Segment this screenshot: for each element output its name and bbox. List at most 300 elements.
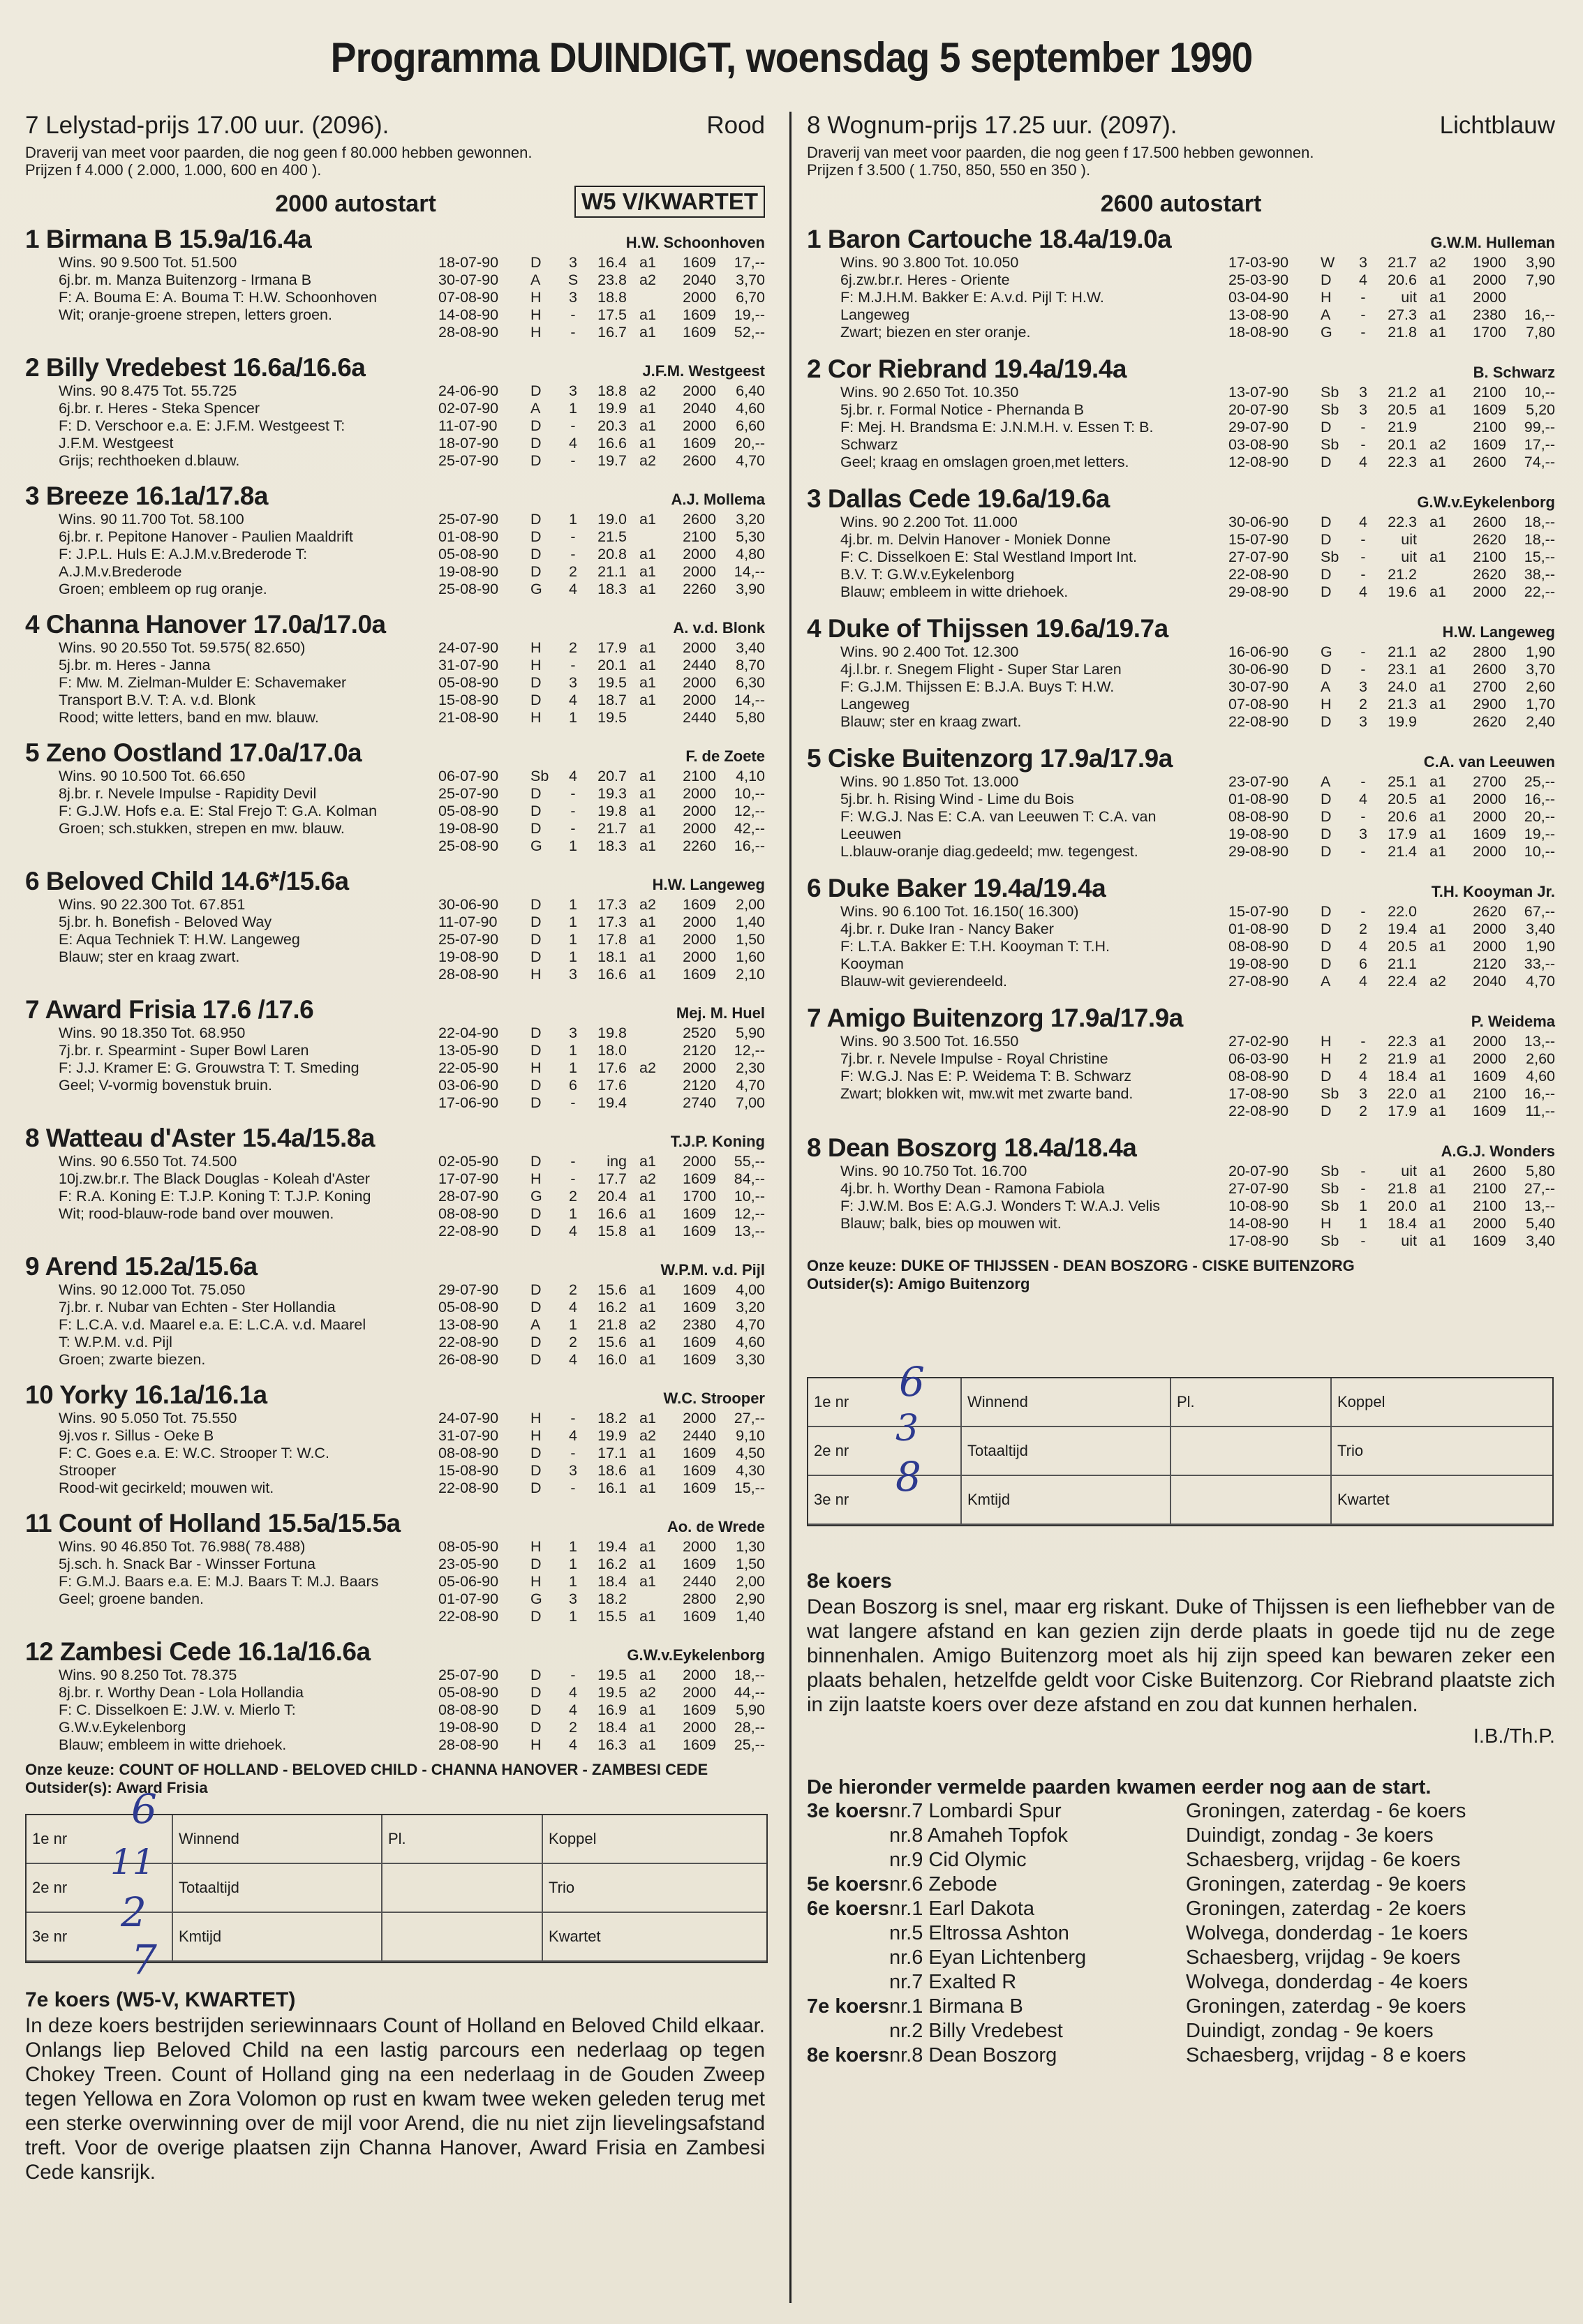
form-row: [438, 931, 765, 948]
odds: 28,--: [734, 1719, 765, 1736]
distance: 1700: [683, 1188, 716, 1205]
earlier-row: [807, 2019, 1555, 2043]
odds: 19,--: [1524, 826, 1555, 842]
horse-header: [25, 482, 765, 511]
form-row: [438, 639, 765, 657]
form-row: [438, 1608, 765, 1625]
handwritten-number: 7: [131, 1936, 157, 1983]
track: H: [530, 1736, 542, 1753]
trainer-name: J.F.M. Westgeest: [642, 362, 765, 380]
distance: 2380: [683, 1316, 716, 1333]
start-code: a1: [639, 581, 656, 597]
track: Sb: [1321, 1180, 1339, 1197]
form-row: [438, 657, 765, 674]
distance: 2800: [683, 1591, 716, 1607]
finish: -: [570, 1410, 576, 1427]
form-row: [438, 914, 765, 931]
track: Sb: [1321, 1232, 1339, 1249]
race-date: 30-07-90: [1228, 678, 1289, 695]
form-table: [438, 1153, 765, 1240]
km-time: 17.3: [597, 914, 627, 930]
track: D: [530, 785, 542, 802]
form-row: [1228, 566, 1555, 583]
form-row: [1228, 713, 1555, 731]
distance: 2700: [1473, 678, 1506, 695]
horse-header: [807, 1004, 1555, 1033]
odds: 7,80: [1526, 324, 1555, 341]
track: A: [530, 1316, 541, 1333]
distance: 2100: [683, 768, 716, 784]
horse-entry: [25, 1380, 765, 1497]
start-code: a1: [639, 254, 656, 271]
horse-info-line: 6j.zw.br.r. Heres - Oriente: [840, 271, 1010, 288]
horse-info: [807, 903, 1228, 990]
km-time: uit: [1401, 531, 1417, 548]
km-time: uit: [1401, 549, 1417, 565]
horse-entry: [25, 482, 765, 598]
race-date: 30-06-90: [438, 896, 499, 913]
odds: 18,--: [1524, 531, 1555, 548]
start-code: a1: [1429, 808, 1446, 825]
horse-info-line: Wins. 90 20.550 Tot. 59.575( 82.650): [59, 639, 306, 656]
form-row: [438, 324, 765, 341]
form-row: [438, 435, 765, 452]
horse-info: [25, 254, 438, 341]
race-date: 24-06-90: [438, 382, 499, 399]
finish: -: [1360, 566, 1366, 583]
km-time: 21.1: [597, 563, 627, 580]
odds: 27,--: [734, 1410, 765, 1427]
race-date: 08-05-90: [438, 1538, 499, 1555]
form-row: [438, 452, 765, 470]
track: D: [530, 1223, 542, 1239]
odds: 5,90: [736, 1025, 765, 1041]
start-code: a1: [639, 1153, 656, 1170]
finish: -: [1360, 289, 1366, 306]
finish: -: [1360, 643, 1366, 660]
form-row: [1228, 938, 1555, 955]
odds: 3,40: [736, 639, 765, 656]
race-description: [25, 144, 765, 179]
horse-info-line: Wins. 90 10.500 Tot. 66.650: [59, 768, 246, 784]
earlier-horse: nr.5 Eltrossa Ashton: [889, 1922, 1069, 1944]
horse-info: [25, 511, 438, 598]
start-code: a1: [639, 1480, 656, 1496]
km-time: 19.9: [1388, 713, 1417, 730]
odds: 14,--: [734, 692, 765, 708]
winnend-label: Winnend: [962, 1378, 1171, 1426]
finish: 2: [569, 1281, 577, 1298]
distance: 2000: [683, 803, 716, 819]
track: D: [1321, 791, 1332, 807]
km-time: 20.8: [597, 546, 627, 563]
form-row: [438, 563, 765, 581]
horse-header: [25, 1252, 765, 1281]
distance: 1900: [1473, 254, 1506, 271]
track: D: [530, 452, 542, 469]
handwritten-number: 6: [131, 1785, 157, 1833]
odds: 4,60: [736, 400, 765, 417]
horse-info-line: Blauw; embleem in witte driehoek.: [840, 583, 1069, 600]
odds: 4,70: [736, 1316, 765, 1333]
race-date: 25-07-90: [438, 452, 499, 469]
start-code: a1: [639, 563, 656, 580]
race-date: 14-08-90: [1228, 1215, 1289, 1232]
place-blank: [382, 1864, 543, 1912]
distance: 2000: [1473, 1050, 1506, 1067]
distance: 2600: [683, 452, 716, 469]
horse-name: 2 Billy Vredebest 16.6a/16.6a: [25, 353, 366, 382]
track: D: [530, 435, 542, 452]
start-code: a2: [639, 1684, 656, 1701]
form-row: [438, 803, 765, 820]
odds: 8,70: [736, 657, 765, 673]
race-title: 7 Lelystad-prijs 17.00 uur. (2096).: [25, 112, 389, 139]
odds: 12,--: [734, 803, 765, 819]
track: D: [530, 1445, 542, 1461]
race-date: 19-08-90: [438, 1719, 499, 1736]
km-time: 21.8: [1388, 324, 1417, 341]
form-table: [438, 896, 765, 983]
odds: 38,--: [1524, 566, 1555, 583]
odds: 1,70: [1526, 696, 1555, 713]
form-row: [1228, 254, 1555, 271]
finish: 1: [569, 1316, 577, 1333]
race-date: 25-08-90: [438, 837, 499, 854]
track: D: [530, 1205, 542, 1222]
horse-info-line: T: W.P.M. v.d. Pijl: [59, 1334, 172, 1350]
start-code: a2: [639, 1316, 656, 1333]
finish: 3: [569, 289, 577, 306]
form-row: [1228, 1198, 1555, 1215]
earlier-horse: nr.8 Amaheh Topfok: [889, 1824, 1068, 1847]
track: D: [530, 1077, 542, 1094]
race-date: 15-08-90: [438, 692, 499, 708]
horse-info-line: 5j.br. r. Formal Notice - Phernanda B: [840, 401, 1084, 418]
odds: 20,--: [1524, 808, 1555, 825]
odds: 19,--: [734, 306, 765, 323]
horse-entry: [807, 355, 1555, 471]
distance: 2120: [683, 1077, 716, 1094]
row-label: 2e nr: [808, 1427, 962, 1475]
earlier-race: [807, 1824, 889, 1848]
odds: 1,90: [1526, 938, 1555, 955]
horse-info-line: Wins. 90 2.400 Tot. 12.300: [840, 643, 1019, 660]
distance: 2000: [1473, 289, 1506, 306]
horse-info-line: F: Mw. M. Zielman-Mulder E: Schavemaker: [59, 674, 347, 691]
horse-info-line: F: J.P.L. Huls E: A.J.M.v.Brederode T:: [59, 546, 308, 563]
track: D: [530, 1701, 542, 1718]
finish: -: [570, 1445, 576, 1461]
horse-entry: [25, 610, 765, 727]
trainer-name: W.C. Strooper: [663, 1390, 765, 1407]
km-time: 18.6: [597, 1462, 627, 1479]
distance: 1609: [683, 254, 716, 271]
earlier-row: [807, 1799, 1555, 1824]
form-row: [438, 1299, 765, 1316]
km-time: 19.4: [1388, 921, 1417, 937]
horse-header: [807, 355, 1555, 384]
horse-body: [807, 773, 1555, 861]
koppel-label: Koppel: [549, 1830, 597, 1847]
horse-info-line: Blauw; ster en kraag zwart.: [840, 713, 1022, 730]
odds: 16,--: [1524, 1085, 1555, 1102]
start-code: a1: [639, 837, 656, 854]
race-date: 30-06-90: [1228, 514, 1289, 530]
horse-body: [25, 768, 765, 855]
form-row: [438, 768, 765, 785]
start-code: [627, 289, 669, 306]
form-row: [1228, 955, 1555, 973]
horse-info-line: 10j.zw.br.r. The Black Douglas - Koleah d'Aster: [59, 1170, 370, 1187]
form-row: [1228, 903, 1555, 921]
race-date: 13-05-90: [438, 1042, 499, 1059]
start-code: a1: [1429, 1163, 1446, 1179]
start-code: a1: [1429, 324, 1446, 341]
horse-entry: [807, 225, 1555, 341]
race-prizes: Prijzen f 3.500 ( 1.750, 850, 550 en 350 ).: [807, 161, 1091, 179]
form-row: [438, 1445, 765, 1462]
race-title: 8 Wognum-prijs 17.25 uur. (2097).: [807, 112, 1177, 139]
odds: 99,--: [1524, 419, 1555, 435]
start-code: a1: [639, 435, 656, 452]
horse-info: [25, 639, 438, 727]
form-row: [438, 820, 765, 837]
odds: 3,70: [1526, 661, 1555, 678]
horse-info-line: F: Mej. H. Brandsma E: J.N.M.H. v. Essen T: B.: [840, 419, 1154, 435]
start-code: a1: [639, 1573, 656, 1590]
earlier-place: Groningen, zaterdag - 2e koers: [1186, 1898, 1466, 1920]
race-date: 07-08-90: [438, 289, 499, 306]
finish: 2: [1359, 696, 1367, 713]
race-date: 05-08-90: [438, 803, 499, 819]
horse-name: 5 Ciske Buitenzorg 17.9a/17.9a: [807, 744, 1173, 773]
km-time: 19.8: [597, 803, 627, 819]
distance: 1609: [683, 1334, 716, 1350]
track: D: [530, 914, 542, 930]
form-row: [1228, 843, 1555, 861]
odds: 4,50: [736, 1445, 765, 1461]
odds: 16,--: [1524, 791, 1555, 807]
distance: 2000: [683, 931, 716, 948]
km-time: 23.1: [1388, 661, 1417, 678]
distance: 2440: [683, 1427, 716, 1444]
horse-header: [807, 614, 1555, 643]
km-time: 21.4: [1388, 843, 1417, 860]
form-row: [1228, 661, 1555, 678]
earlier-place: Groningen, zaterdag - 9e koers: [1186, 1873, 1466, 1895]
distance: 1609: [683, 324, 716, 341]
odds: 2,10: [736, 966, 765, 983]
track: H: [530, 306, 542, 323]
track: A: [1321, 678, 1331, 695]
distance: 2040: [1473, 973, 1506, 990]
finish: 1: [569, 1059, 577, 1076]
earlier-horse: nr.7 Lombardi Spur: [889, 1800, 1062, 1822]
horse-name: 7 Award Frisia 17.6 /17.6: [25, 995, 314, 1024]
horse-info-line: F: A. Bouma E: A. Bouma T: H.W. Schoonhoven: [59, 289, 378, 306]
horse-entry: [25, 1637, 765, 1754]
our-choice: [807, 1257, 1555, 1293]
form-table: [438, 1410, 765, 1497]
track: D: [530, 1480, 542, 1496]
km-time: 20.4: [597, 1188, 627, 1205]
race-commentary: [25, 1988, 765, 2184]
finish: 2: [569, 1719, 577, 1736]
start-code: [627, 1591, 669, 1608]
start-code: a2: [1429, 973, 1446, 990]
odds: 17,--: [734, 254, 765, 271]
koppel-label: Koppel: [1337, 1393, 1385, 1410]
track: D: [530, 254, 542, 271]
start-code: a1: [639, 1223, 656, 1239]
odds: 74,--: [1524, 454, 1555, 470]
race-date: 27-08-90: [1228, 973, 1289, 990]
earlier-place: Schaesberg, vrijdag - 9e koers: [1186, 1946, 1461, 1969]
earlier-place: Wolvega, donderdag - 1e koers: [1186, 1922, 1469, 1944]
start-code: a1: [639, 324, 656, 341]
track: H: [1321, 1050, 1332, 1067]
horse-list: [807, 225, 1555, 1250]
form-row: [438, 1334, 765, 1351]
km-time: 27.3: [1388, 306, 1417, 323]
km-time: 17.7: [597, 1170, 627, 1187]
horse-info-line: 7j.br. r. Nubar van Echten - Ster Hollandia: [59, 1299, 336, 1316]
form-row: [1228, 1232, 1555, 1250]
odds: 16,--: [734, 837, 765, 854]
track: D: [530, 674, 542, 691]
track: H: [530, 1573, 542, 1590]
km-time: 19.5: [597, 1667, 627, 1683]
start-code: a1: [1429, 271, 1446, 288]
start-code: a1: [639, 1445, 656, 1461]
finish: -: [1360, 903, 1366, 920]
race-date: 24-07-90: [438, 1410, 499, 1427]
horse-info-line: Blauw; embleem in witte driehoek.: [59, 1736, 287, 1753]
odds: 2,60: [1526, 1050, 1555, 1067]
km-time: 20.5: [1388, 938, 1417, 955]
finish: 3: [1359, 713, 1367, 730]
race-date: 28-08-90: [438, 966, 499, 983]
horse-info: [25, 1153, 438, 1240]
track: D: [1321, 826, 1332, 842]
km-time: 19.5: [597, 709, 627, 726]
form-table: [438, 639, 765, 727]
horse-info: [25, 1410, 438, 1497]
odds: 2,90: [736, 1591, 765, 1607]
km-time: 19.6: [1388, 583, 1417, 600]
odds: 4,80: [736, 546, 765, 563]
start-code: a1: [639, 1719, 656, 1736]
finish: 3: [569, 382, 577, 399]
start-code: a1: [1429, 1232, 1446, 1249]
place-blank: [1171, 1427, 1332, 1475]
odds: 7,90: [1526, 271, 1555, 288]
form-row: [1228, 289, 1555, 306]
trainer-name: H.W. Langeweg: [1442, 623, 1555, 641]
race-date: 28-08-90: [438, 324, 499, 341]
start-code: a1: [1429, 921, 1446, 937]
form-table: [438, 511, 765, 598]
finish: 1: [569, 1538, 577, 1555]
km-time: 17.6: [597, 1077, 627, 1094]
odds: 2,00: [736, 896, 765, 913]
winnend-label: Winnend: [173, 1815, 382, 1863]
race-date: 01-07-90: [438, 1591, 499, 1607]
track: A: [530, 271, 541, 288]
odds: 6,60: [736, 417, 765, 434]
odds: 18,--: [1524, 514, 1555, 530]
form-table: [1228, 384, 1555, 471]
horse-info-line: Wins. 90 8.475 Tot. 55.725: [59, 382, 237, 399]
horse-info-line: Langeweg: [840, 306, 910, 323]
form-row: [1228, 271, 1555, 289]
finish: 2: [1359, 1050, 1367, 1067]
track: G: [1321, 643, 1332, 660]
start-code: [1417, 713, 1459, 731]
track: D: [1321, 903, 1332, 920]
distance: 2000: [683, 692, 716, 708]
track: D: [530, 1334, 542, 1350]
odds: 5,90: [736, 1701, 765, 1718]
odds: 1,60: [736, 948, 765, 965]
form-row: [438, 511, 765, 528]
odds: 5,20: [1526, 401, 1555, 418]
race-date: 17-07-90: [438, 1170, 499, 1187]
finish: 3: [569, 1462, 577, 1479]
horse-info-line: Geel; V-vormig bovenstuk bruin.: [59, 1077, 272, 1094]
horse-entry: [25, 353, 765, 470]
horse-info-line: Transport B.V. T: A. v.d. Blonk: [59, 692, 256, 708]
race-date: 08-08-90: [438, 1205, 499, 1222]
start-code: a1: [1429, 843, 1446, 860]
distance: 1609: [683, 1462, 716, 1479]
odds: 4,70: [736, 1077, 765, 1094]
horse-header: [807, 744, 1555, 773]
distance: 2000: [683, 674, 716, 691]
race-date: 11-07-90: [438, 417, 498, 434]
horse-info-line: Strooper: [59, 1462, 117, 1479]
km-time: 16.2: [597, 1299, 627, 1316]
odds: 13,--: [734, 1223, 765, 1239]
start-code: a2: [639, 382, 656, 399]
form-row: [438, 948, 765, 966]
horse-info: [807, 643, 1228, 731]
finish: -: [1360, 1180, 1366, 1197]
form-row: [438, 1316, 765, 1334]
form-row: [1228, 324, 1555, 341]
race-date: 03-04-90: [1228, 289, 1289, 306]
start-row: [807, 184, 1555, 218]
form-row: [438, 785, 765, 803]
odds: 52,--: [734, 324, 765, 341]
distance: 2900: [1473, 696, 1506, 713]
finish: -: [570, 306, 576, 323]
race-date: 03-06-90: [438, 1077, 499, 1094]
horse-info-line: 5j.sch. h. Snack Bar - Winsser Fortuna: [59, 1556, 316, 1572]
earlier-race: 5e koers: [807, 1873, 889, 1895]
earlier-title: De hieronder vermelde paarden kwamen eerder nog aan de start.: [807, 1776, 1432, 1798]
finish: 1: [569, 1205, 577, 1222]
distance: 2740: [683, 1094, 716, 1111]
trainer-name: Mej. M. Huel: [676, 1004, 765, 1022]
race-date: 31-07-90: [438, 657, 499, 673]
distance: 2000: [683, 820, 716, 837]
finish: -: [1360, 549, 1366, 565]
horse-info-line: G.W.v.Eykelenborg: [59, 1719, 186, 1736]
handwritten-number: 11: [110, 1842, 155, 1882]
horse-info-line: Blauw; balk, bies op mouwen wit.: [840, 1215, 1062, 1232]
